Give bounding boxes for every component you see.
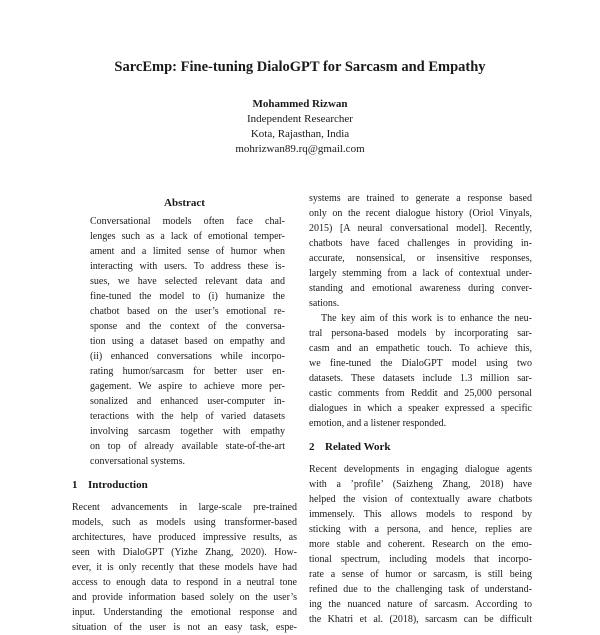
abstract-line: sues, we have selected relevant data and [90, 276, 285, 287]
abstract-line: gagement. We aspire to achieve more per- [90, 381, 285, 392]
abstract-line: conversational systems. [90, 456, 185, 467]
body-line: systems are trained to generate a response based [309, 193, 532, 204]
introduction-continued [309, 191, 532, 311]
section-heading-related-work [309, 440, 532, 454]
abstract-line: lenges such as a lack of emotional temper- [90, 231, 285, 242]
paper-title: SarcEmp: Fine-tuning DialoGPT for Sarcasm and Empathy [114, 59, 486, 75]
abstract-line: chatbot based on the user’s emotional re- [90, 306, 285, 317]
right-column [309, 191, 532, 627]
body-line: access to enough data to respond in a neutral tone [72, 577, 297, 588]
section-number: 2 [309, 441, 315, 453]
section-title: Related Work [325, 441, 391, 453]
body-line: sticking with a persona, and hence, replies are [309, 524, 532, 535]
body-line: immensely. This allows models to respond by [309, 509, 532, 520]
author-email: mohrizwan89.rq@gmail.com [235, 143, 365, 155]
introduction-body [72, 500, 297, 635]
body-line: helped the vision of contextually aware chatbots [309, 494, 532, 505]
body-line: rate a sense of humor or sarcasm, is still being [309, 569, 532, 580]
body-line: dialogues in which a speaker expressed a specific [309, 403, 532, 414]
left-column [72, 196, 297, 635]
section-heading-introduction [72, 478, 297, 492]
body-line: ing the nuanced nature of sarcasm. According to [309, 599, 532, 610]
abstract-line: fine-tuned the model to (i) humanize the [90, 291, 285, 302]
body-line: standing and emotional awareness during conver- [309, 283, 532, 294]
body-line: models, such as models using transformer-based [72, 517, 297, 528]
author-name: Mohammed Rizwan [252, 98, 348, 110]
abstract-line: involving sarcasm together with empathy [90, 426, 285, 437]
body-line: refined due to the challenging task of understand- [309, 584, 532, 595]
body-line: castic comments from Reddit and 25,000 personal [309, 388, 532, 399]
abstract-line: Conversational models often face chal- [90, 216, 285, 227]
abstract-line: interacting with users. To address these is- [90, 261, 285, 272]
body-line: Recent advancements in large-scale pre-trained [72, 502, 297, 513]
body-line: sations. [309, 298, 340, 309]
body-line: the Khatri et al. (2018), sarcasm can be difficult [309, 614, 532, 625]
body-line: accurate, nonsensical, or insensitive responses, [309, 253, 532, 264]
author-block [0, 97, 600, 157]
introduction-paragraph-2 [309, 311, 532, 431]
body-line: casm and an empathetic touch. To achieve this, [309, 343, 532, 354]
abstract-heading: Abstract [164, 197, 205, 209]
body-line: chatbots have faced challenges in providing in- [309, 238, 532, 249]
body-line: largely stemming from a lack of contextual under- [309, 268, 532, 279]
abstract-body [72, 214, 297, 469]
abstract-line: (ii) enhanced conversations while incorpo- [90, 351, 285, 362]
abstract-line: sponse and the context of the conversa- [90, 321, 285, 332]
abstract-line: rating humor/sarcasm for better user en- [90, 366, 285, 377]
body-line: architectures, have produced impressive results, as [72, 532, 297, 543]
body-line: and provide information based solely on the user’s [72, 592, 297, 603]
body-line: input. Understanding the emotional response and [72, 607, 297, 618]
section-number: 1 [72, 479, 78, 491]
body-line: tral persona-based models by incorporating sar- [309, 328, 532, 339]
body-line: seen with DialoGPT (Yizhe Zhang, 2020). How- [72, 547, 297, 558]
section-title: Introduction [88, 479, 148, 491]
related-work-body [309, 462, 532, 627]
body-line: ever, it is only recently that these models have had [72, 562, 297, 573]
author-affiliation: Independent Researcher [247, 113, 353, 125]
body-line: we fine-tuned the DialoGPT model using two [309, 358, 532, 369]
body-line: more stable and coherent. Research on the emo- [309, 539, 532, 550]
body-line: 2015) [A neural conversational model]. Recently, [309, 223, 532, 234]
body-line: emotion, and a listener responded. [309, 418, 447, 429]
abstract-line: ament and a limited sense of humor when [90, 246, 285, 257]
abstract-line: on top of already available state-of-the-art [90, 441, 285, 452]
abstract-line: tion using a dataset based on empathy and [90, 336, 285, 347]
body-line: tional spectrum, including models that incorpo- [309, 554, 532, 565]
abstract-line: sonalized and enhanced user-computer in- [90, 396, 285, 407]
body-line: situation of the user is not an easy task, espe- [72, 622, 297, 633]
author-location: Kota, Rajasthan, India [250, 128, 350, 140]
body-line: Recent developments in engaging dialogue agents [309, 464, 532, 475]
body-line: only on the recent dialogue history (Oriol Vinyals, [309, 208, 532, 219]
abstract-line: teractions with the help of varied datasets [90, 411, 285, 422]
body-line: with a ’profile’ (Saizheng Zhang, 2018) have [309, 479, 532, 490]
body-line: The key aim of this work is to enhance the neu- [321, 313, 532, 324]
body-line: datasets. These datasets include 1.3 million sar- [309, 373, 532, 384]
